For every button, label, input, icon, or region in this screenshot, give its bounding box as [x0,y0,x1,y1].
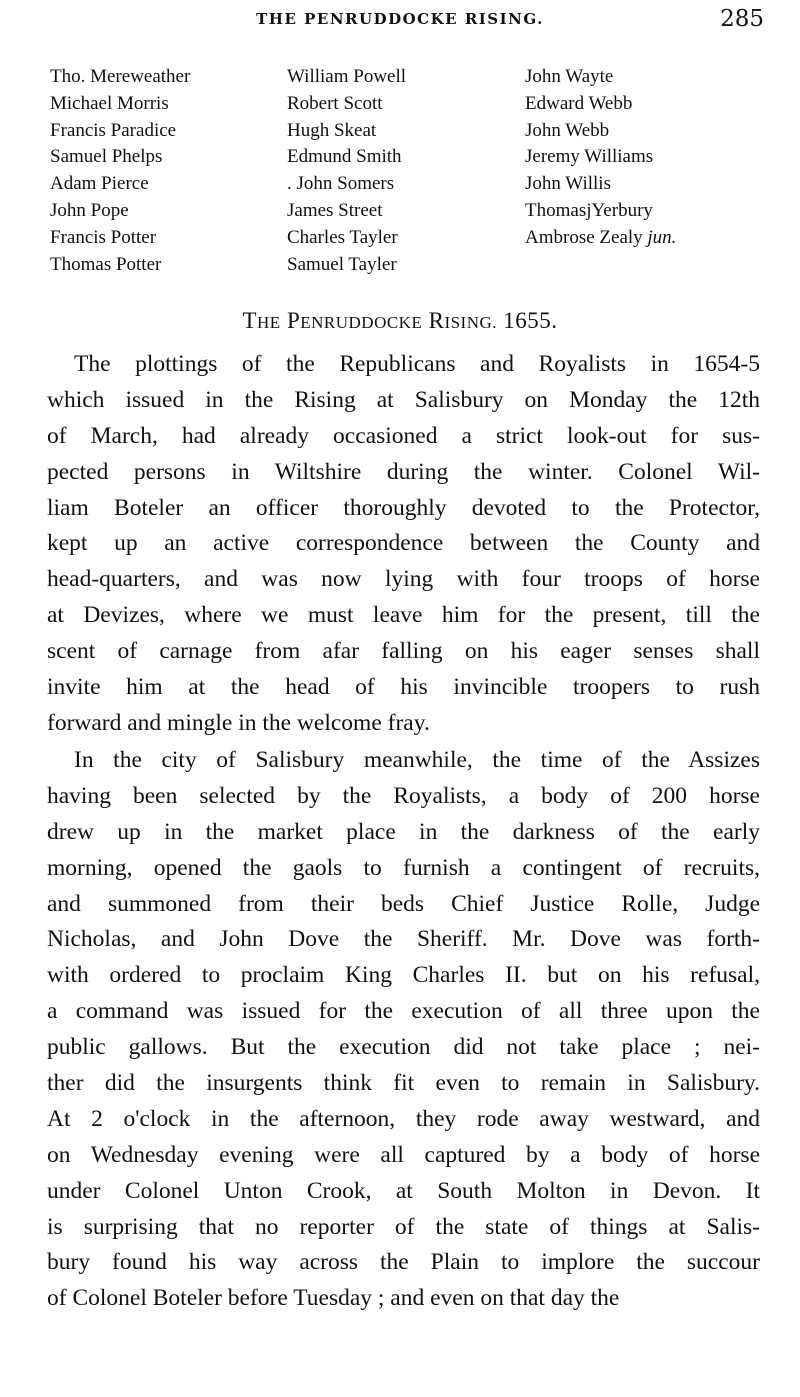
name-entry [287,118,525,145]
section-title [0,308,800,334]
text-line: a command was issued for the execution of all three upon the [47,998,760,1025]
text-line: of Colonel Boteler before Tuesday ; and even on that day the [47,1285,620,1312]
text-line: kept up an active correspondence between the County and [47,530,760,557]
text-line: which issued in the Rising at Salisbury on Monday the 12th [47,386,760,413]
name-text: John Willis [525,173,611,195]
name-text: Tho. Mereweather [50,66,191,87]
names-list [50,64,750,278]
text-line: is surprising that no reporter of the state of things at Salis- [47,1213,760,1240]
name-text: Hugh Skeat [287,119,377,141]
text-line: The plottings of the Republicans and Royalists in 1654-5 [74,351,760,377]
text-line: ther did the insurgents think fit even to remain in Salisbury. [47,1070,760,1097]
text-line: morning, opened the gaols to furnish a contingent of recruits, [47,854,760,881]
name-text: Edward Webb [525,92,633,114]
name-entry [525,64,676,91]
names-column-2 [287,64,525,278]
text-line: invite him at the head of his invincible troopers to rush [47,674,760,701]
text-line: under Colonel Unton Crook, at South Molton in Devon. It [47,1177,760,1204]
text-line: with ordered to proclaim King Charles II. but on his refusal, [47,962,760,989]
text-line: public gallows. But the execution did not take place ; nei- [47,1034,760,1061]
name-entry [50,252,287,279]
title-part: HE [257,313,281,332]
name-text: James Street [287,199,383,221]
name-entry [50,64,287,91]
running-head: THE PENRUDDOCKE RISING. [256,10,544,28]
name-text: John Wayte [525,66,614,87]
name-entry [287,64,525,91]
name-entry [525,144,676,171]
text-line: scent of carnage from afar falling on his eager senses shall [47,638,760,665]
text-line: on Wednesday evening were all captured by a body of horse [47,1141,760,1168]
text-line: In the city of Salisbury meanwhile, the time of the Assizes [74,747,760,773]
name-entry [50,225,287,252]
text-line: of March, had already occasioned a strict look-out for sus- [47,422,760,449]
name-entry [50,171,287,198]
paragraph-1 [47,347,760,742]
name-entry [287,198,525,225]
name-text: Francis Potter [50,226,157,248]
name-entry [287,171,525,198]
text-line: liam Boteler an officer thoroughly devoted to the Protector, [47,494,760,521]
name-text: ThomasjYerbury [525,199,653,221]
text-line: forward and mingle in the welcome fray. [47,709,430,736]
names-column-1 [50,64,287,278]
name-entry [525,198,676,225]
text-line: Nicholas, and John Dove the Sheriff. Mr. Dove was forth- [47,926,760,953]
name-text: Michael Morris [50,92,169,114]
name-text: Samuel Phelps [50,146,163,168]
name-text: William Powell [287,66,407,87]
name-text: Jeremy Williams [525,146,654,168]
text-line: at Devizes, where we must leave him for the present, till the [47,602,760,629]
title-part: ENRUDDOCKE [300,313,423,332]
name-text: Francis Paradice [50,119,177,141]
page-number: 285 [720,6,764,32]
title-part: T [242,308,258,333]
name-text: Charles Tayler [287,226,398,248]
name-entry [525,118,676,145]
name-text: Thomas Potter [50,253,162,275]
title-part: P [286,308,301,333]
title-part: ISING. [444,313,498,332]
name-text: Ambrose Zealy [525,226,643,248]
names-column-3 [525,64,676,278]
name-entry [525,91,676,118]
text-line: At 2 o'clock in the afternoon, they rode away westward, and [47,1105,760,1132]
name-suffix: jun. [647,226,677,248]
text-line: drew up in the market place in the darkness of the early [47,818,760,845]
title-year: 1655. [503,308,558,333]
text-line: and summoned from their beds Chief Justice Rolle, Judge [47,890,760,917]
name-text: Adam Pierce [50,173,149,195]
name-entry [287,144,525,171]
paragraph-2 [47,743,760,1317]
text-line: head-quarters, and was now lying with four troops of horse [47,566,760,593]
name-entry [287,91,525,118]
name-entry [525,225,676,252]
name-entry [287,252,525,279]
name-entry [287,225,525,252]
text-line: bury found his way across the Plain to implore the succour [47,1249,760,1276]
name-text: . John Somers [287,173,395,195]
title-part: R [428,308,445,333]
name-entry [525,171,676,198]
name-entry [50,91,287,118]
name-text: Robert Scott [287,92,383,114]
name-entry [50,198,287,225]
text-line: having been selected by the Royalists, a body of 200 horse [47,782,760,809]
name-text: Edmund Smith [287,146,402,168]
name-text: John Webb [525,119,610,141]
name-entry [50,144,287,171]
name-text: Samuel Tayler [287,253,397,275]
name-entry [50,118,287,145]
name-text: John Pope [50,199,129,221]
text-line: pected persons in Wiltshire during the winter. Colonel Wil- [47,458,760,485]
